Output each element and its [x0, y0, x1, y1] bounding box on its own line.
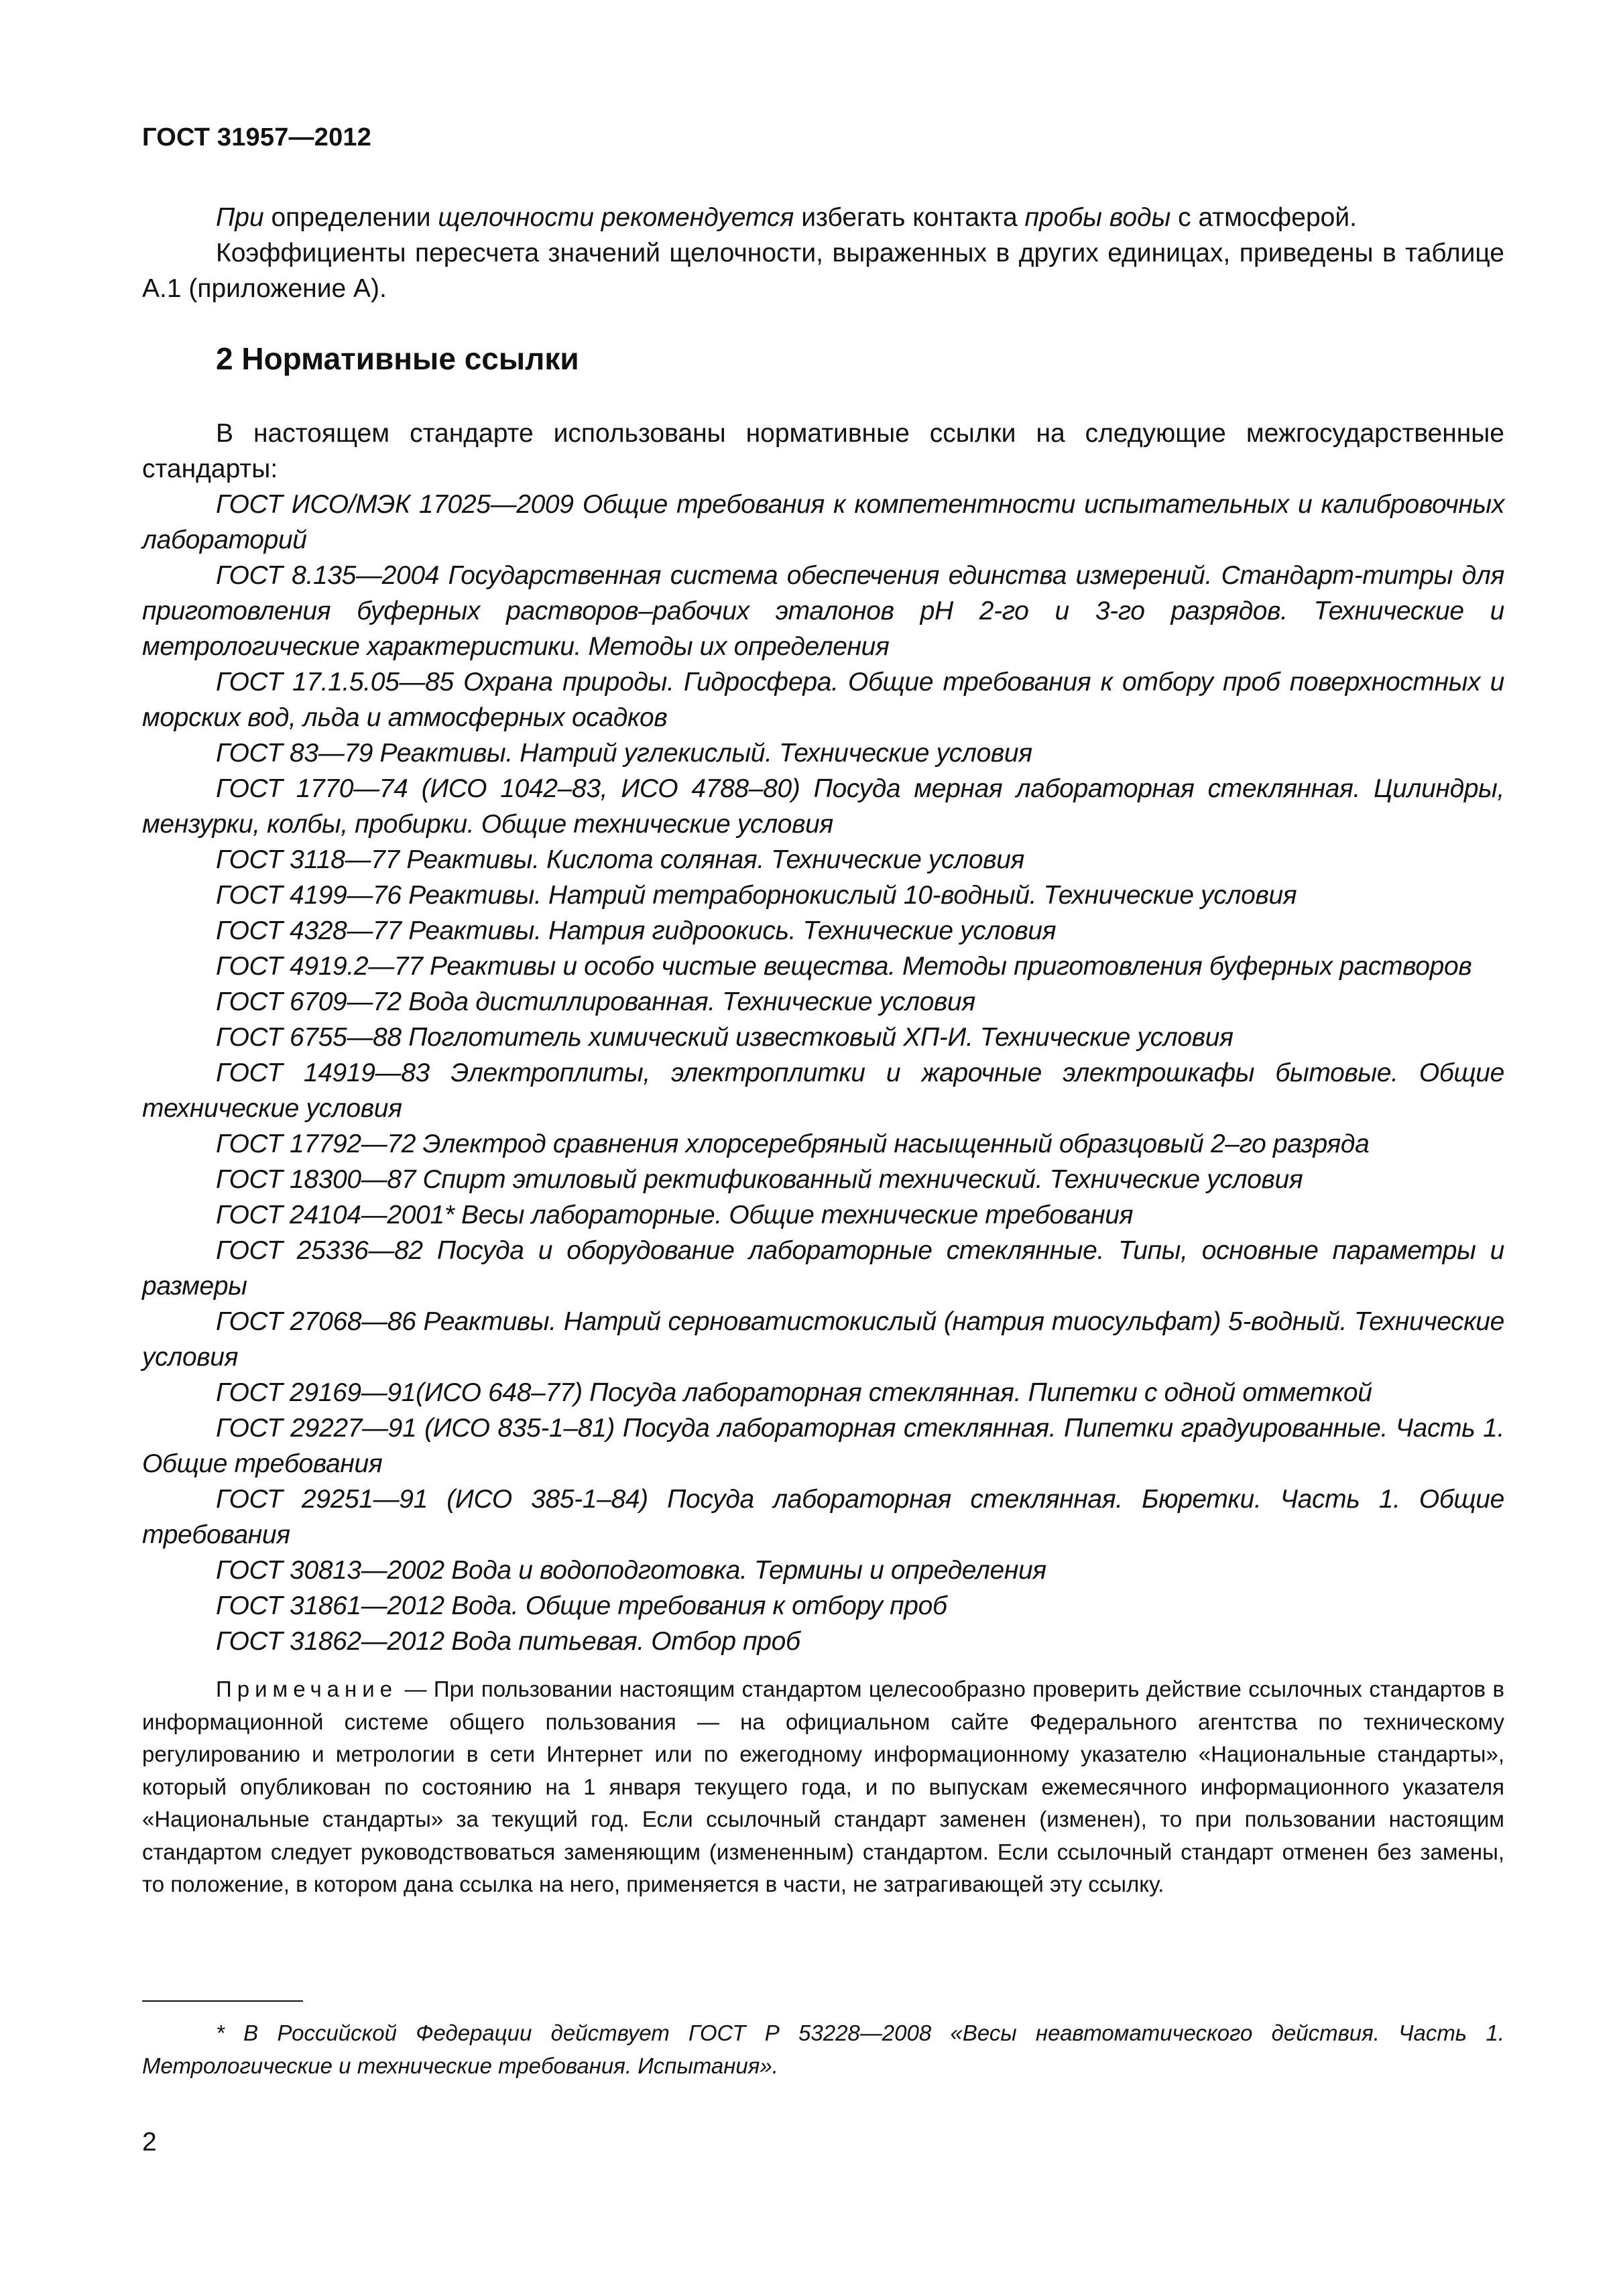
reference-list [142, 487, 1504, 1659]
reference-item: ГОСТ 4199—76 Реактивы. Натрий тетраборнокислый 10-водный. Технические условия [216, 881, 1297, 910]
section-title: 2 Нормативные ссылки [216, 341, 579, 376]
reference-item: ГОСТ 24104—2001* Весы лабораторные. Общие технические требования [216, 1201, 1134, 1229]
reference-item: ГОСТ 6709—72 Вода дистиллированная. Технические условия [216, 987, 975, 1016]
normative-references [142, 416, 1504, 1659]
intro-text: определении [263, 203, 438, 232]
reference-item: ГОСТ 31861—2012 Вода. Общие требования к отбору проб [216, 1591, 947, 1620]
italic-term: При [216, 203, 264, 232]
reference-item: ГОСТ 31862—2012 Вода питьевая. Отбор проб [216, 1627, 800, 1656]
reference-item: ГОСТ 1770—74 (ИСО 1042–83, ИСО 4788–80) Посуда мерная лабораторная стеклянная. Цилиндры, мензурки, колбы, пробирки. Общие технические условия [142, 774, 1504, 839]
reference-item: ГОСТ 3118—77 Реактивы. Кислота соляная. Технические условия [216, 845, 1025, 874]
reference-item: ГОСТ 17.1.5.05—85 Охрана природы. Гидросфера. Общие требования к отбору проб поверхностных и морских вод, льда и атмосферных осадков [142, 668, 1504, 732]
reference-item: ГОСТ 14919—83 Электроплиты, электроплитки и жарочные электрошкафы бытовые. Общие технические условия [142, 1059, 1504, 1123]
reference-item: ГОСТ 17792—72 Электрод сравнения хлорсеребряный насыщенный образцовый 2–го разряда [216, 1130, 1370, 1158]
reference-item: ГОСТ 27068—86 Реактивы. Натрий серноватистокислый (натрия тиосульфат) 5-водный. Технические условия [142, 1307, 1504, 1372]
intro-text: избегать контакта [794, 203, 1025, 232]
footnote-divider [142, 2000, 303, 2002]
italic-term: щелочности рекомендуется [438, 203, 794, 232]
reference-item: ГОСТ 29169—91(ИСО 648–77) Посуда лабораторная стеклянная. Пипетки с одной отметкой [216, 1378, 1372, 1407]
footnote: * В Российской Федерации действует ГОСТ Р 53228—2008 «Весы неавтоматического действия. Часть 1. Метрологические и технические требования. Испытания». [142, 2020, 1504, 2078]
document-id-header: ГОСТ 31957—2012 [142, 123, 372, 152]
italic-term: пробы воды [1024, 203, 1171, 232]
intro-paragraph-coefficients: Коэффициенты пересчета значений щелочности, выраженных в других единицах, приведены в таблице А.1 (приложение А). [142, 239, 1504, 303]
references-lead: В настоящем стандарте использованы нормативные ссылки на следующие межгосударственные стандарты: [142, 419, 1504, 483]
reference-item: ГОСТ ИСО/МЭК 17025—2009 Общие требования к компетентности испытательных и калибровочных лабораторий [142, 490, 1504, 554]
reference-item: ГОСТ 4919.2—77 Реактивы и особо чистые вещества. Методы приготовления буферных растворов [216, 952, 1472, 981]
intro-block [142, 200, 1504, 306]
note-paragraph [142, 1673, 1504, 1901]
note-label: Примечание [216, 1677, 398, 1701]
reference-item: ГОСТ 8.135—2004 Государственная система обеспечения единства измерений. Стандарт-титры для приготовления буферных растворов–рабочих эталонов pH 2-го и 3-го разрядов. Технические и метрологические характеристики. Методы их определения [142, 561, 1504, 661]
reference-item: ГОСТ 6755—88 Поглотитель химический известковый ХП-И. Технические условия [216, 1023, 1234, 1052]
reference-item: ГОСТ 30813—2002 Вода и водоподготовка. Термины и определения [216, 1556, 1046, 1585]
document-page [142, 0, 1504, 2296]
note-text: — При пользовании настоящим стандартом целесообразно проверить действие ссылочных стандартов в информационной системе общего пользования — на официальном сайте Федерального агентства по техническому регулированию и метрологии в сети Интернет или по ежегодному информационному указателю «Национальные стандарты», который опубликован по состоянию на 1 января текущего года, и по выпускам ежемесячного информационного указателя «Национальные стандарты» за текущий год. Если ссылочный стандарт заменен (изменен), то при пользовании настоящим стандартом следует руководствоваться заменяющим (измененным) стандартом. Если ссылочный стандарт отменен без замены, то положение, в котором дана ссылка на него, применяется в части, не затрагивающей эту ссылку. [142, 1677, 1504, 1896]
reference-item: ГОСТ 83—79 Реактивы. Натрий углекислый. Технические условия [216, 739, 1032, 768]
reference-item: ГОСТ 29227—91 (ИСО 835-1–81) Посуда лабораторная стеклянная. Пипетки градуированные. Часть 1. Общие требования [142, 1414, 1504, 1478]
reference-item: ГОСТ 4328—77 Реактивы. Натрия гидроокись. Технические условия [216, 916, 1057, 945]
intro-text: с атмосферой. [1170, 203, 1357, 232]
reference-item: ГОСТ 18300—87 Спирт этиловый ректификованный технический. Технические условия [216, 1165, 1303, 1194]
reference-item: ГОСТ 25336—82 Посуда и оборудование лабораторные стеклянные. Типы, основные параметры и размеры [142, 1236, 1504, 1301]
intro-paragraph-alkalinity [142, 200, 1504, 235]
page-number: 2 [142, 2128, 157, 2157]
reference-item: ГОСТ 29251—91 (ИСО 385-1–84) Посуда лабораторная стеклянная. Бюретки. Часть 1. Общие требования [142, 1485, 1504, 1549]
